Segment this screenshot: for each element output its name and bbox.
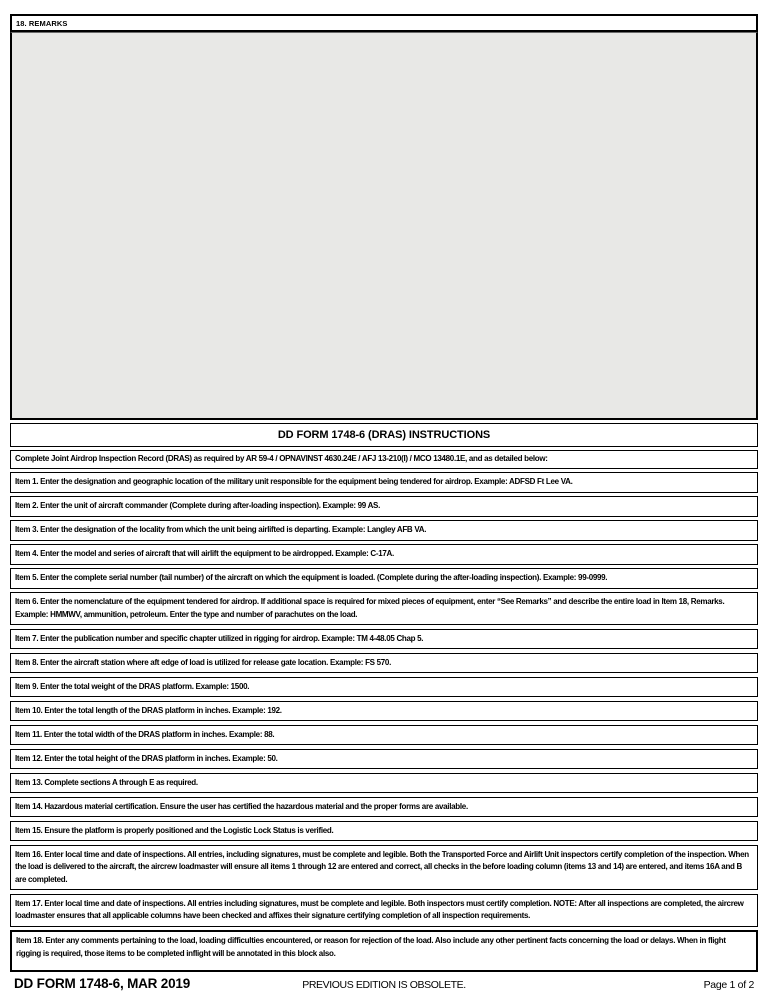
instruction-item: Item 13. Complete sections A through E as required. [10, 773, 758, 794]
instruction-items-list [10, 469, 758, 973]
instruction-item: Item 11. Enter the total width of the DRAS platform in inches. Example: 88. [10, 725, 758, 746]
instruction-item: Item 6. Enter the nomenclature of the equipment tendered for airdrop. If additional space is required for mixed pieces of equipment, enter “See Remarks” and describe the entire load in Item 18, Remarks. Example: HMMWV, ammunition, petroleum. Enter the type and number of parachutes on the load. [10, 592, 758, 625]
page-number: Page 1 of 2 [703, 979, 754, 991]
instruction-item: Item 12. Enter the total height of the DRAS platform in inches. Example: 50. [10, 749, 758, 770]
instructions-title: DD FORM 1748-6 (DRAS) INSTRUCTIONS [10, 423, 758, 447]
instruction-item: Item 17. Enter local time and date of inspections. All entries including signatures, must be complete and legible. Both inspectors must certify completion. NOTE: After all inspections are completed, the aircrew loadmaster ensures that all applicable columns have been checked and affixes their signature certifying completion of all inspection requirements. [10, 894, 758, 927]
form-footer [10, 976, 758, 991]
instructions-intro: Complete Joint Airdrop Inspection Record (DRAS) as required by AR 59-4 / OPNAVINST 4630.24E / AFJ 13-210(I) / MCO 13480.1E, and as detailed below: [10, 450, 758, 469]
instruction-item: Item 16. Enter local time and date of inspections. All entries, including signatures, must be complete and legible. Both the Transported Force and Airlift Unit inspectors certify completion of the inspection. When the load is delivered to the aircraft, the aircrew loadmaster will ensure all items 1 through 12 are entered and correct, all checks in the before loading column (items 13 and 14) are entered, and items 16A and B are completed. [10, 845, 758, 891]
instruction-item: Item 2. Enter the unit of aircraft commander (Complete during after-loading inspection). Example: 99 AS. [10, 496, 758, 517]
remarks-input-area[interactable] [10, 32, 758, 420]
instruction-item: Item 4. Enter the model and series of aircraft that will airlift the equipment to be airdropped. Example: C-17A. [10, 544, 758, 565]
instruction-item: Item 5. Enter the complete serial number (tail number) of the aircraft on which the equipment is loaded. (Complete during the after-loading inspection). Example: 99-0999. [10, 568, 758, 589]
instruction-item: Item 18. Enter any comments pertaining to the load, loading difficulties encountered, or reason for rejection of the load. Also include any other pertinent facts concerning the load or delays. When in flight rigging is required, those items to be completed inflight will be annotated in this block also. [10, 930, 758, 972]
instruction-item: Item 3. Enter the designation of the locality from which the unit being airlifted is departing. Example: Langley AFB VA. [10, 520, 758, 541]
instruction-item: Item 14. Hazardous material certification. Ensure the user has certified the hazardous material and the proper forms are available. [10, 797, 758, 818]
instruction-item: Item 7. Enter the publication number and specific chapter utilized in rigging for airdrop. Example: TM 4-48.05 Chap 5. [10, 629, 758, 650]
instruction-item: Item 10. Enter the total length of the DRAS platform in inches. Example: 192. [10, 701, 758, 722]
remarks-label: 18. REMARKS [10, 14, 758, 32]
instruction-item: Item 1. Enter the designation and geographic location of the military unit responsible for the equipment being tendered for airdrop. Example: ADFSD Ft Lee VA. [10, 472, 758, 493]
instruction-item: Item 15. Ensure the platform is properly positioned and the Logistic Lock Status is verified. [10, 821, 758, 842]
form-number: DD FORM 1748-6, MAR 2019 [14, 976, 191, 991]
instruction-item: Item 8. Enter the aircraft station where aft edge of load is utilized for release gate location. Example: FS 570. [10, 653, 758, 674]
edition-note: PREVIOUS EDITION IS OBSOLETE. [302, 979, 466, 991]
instruction-item: Item 9. Enter the total weight of the DRAS platform. Example: 1500. [10, 677, 758, 698]
remarks-section [10, 14, 758, 420]
